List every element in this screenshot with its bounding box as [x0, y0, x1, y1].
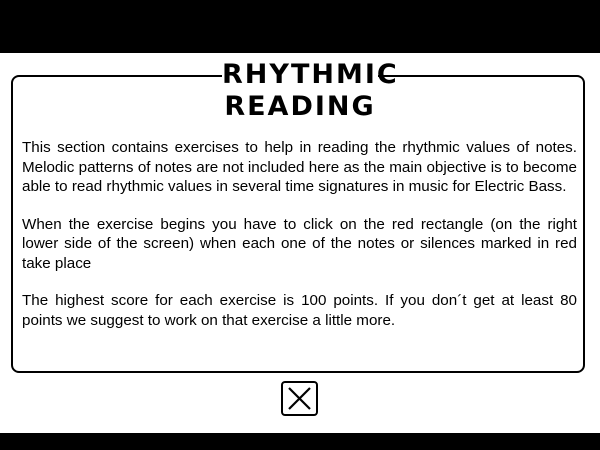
close-icon: [287, 386, 312, 411]
paragraph-scoring: The highest score for each exercise is 100 points. If you don´t get at least 80 points we suggest to work on that exercise a little more.: [22, 292, 577, 329]
paragraph-how-to-play: When the exercise begins you have to click on the red rectangle (on the right lower side of the screen) when each one of the notes or silences marked in red take place: [22, 215, 577, 272]
title-line-1: RHYTHMIC: [222, 59, 399, 90]
close-button[interactable]: [281, 381, 318, 416]
content-area: [0, 53, 600, 433]
instructions-text: [22, 138, 577, 348]
paragraph-description: This section contains exercises to help in reading the rhythmic values of notes. Melodic patterns of notes are not included here as the main objective is to become able to read rhythmic values in several time signatures in music for Electric Bass.: [22, 139, 577, 195]
title-line-2: READING: [224, 91, 376, 122]
page-title: [222, 59, 399, 123]
